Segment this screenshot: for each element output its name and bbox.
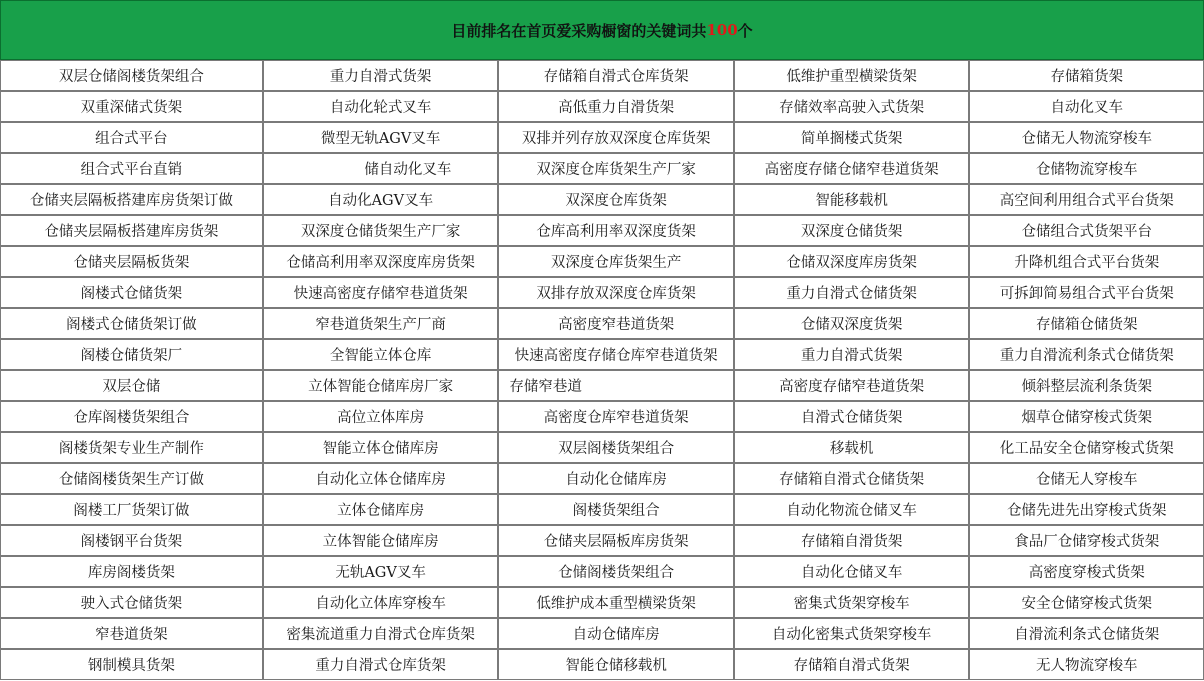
keyword-cell[interactable]: 阁楼工厂货架订做 xyxy=(0,494,263,525)
keyword-cell[interactable]: 自滑流利条式仓储货架 xyxy=(969,618,1204,649)
table-row xyxy=(0,649,1204,680)
keyword-cell[interactable]: 自动仓储库房 xyxy=(498,618,734,649)
table-row xyxy=(0,525,1204,556)
table-row xyxy=(0,184,1204,215)
keyword-cell[interactable]: 仓储物流穿梭车 xyxy=(969,153,1204,184)
keyword-cell[interactable]: 可拆卸简易组合式平台货架 xyxy=(969,277,1204,308)
keyword-cell[interactable]: 自动化物流仓储叉车 xyxy=(734,494,970,525)
keyword-cell[interactable]: 阁楼式仓储货架 xyxy=(0,277,263,308)
keyword-cell[interactable]: 高密度穿梭式货架 xyxy=(969,556,1204,587)
keyword-cell[interactable]: 智能仓储移载机 xyxy=(498,649,734,680)
keyword-cell[interactable]: 仓储阁楼货架生产订做 xyxy=(0,463,263,494)
table-row xyxy=(0,370,1204,401)
table-row xyxy=(0,401,1204,432)
keyword-cell[interactable]: 钢制模具货架 xyxy=(0,649,263,680)
keyword-cell[interactable]: 存储箱自滑式仓储货架 xyxy=(734,463,970,494)
keyword-cell[interactable]: 仓储夹层隔板库房货架 xyxy=(498,525,734,556)
keyword-cell[interactable]: 阁楼式仓储货架订做 xyxy=(0,308,263,339)
keyword-cell[interactable]: 组合式平台直销 xyxy=(0,153,263,184)
keyword-cell[interactable]: 密集式货架穿梭车 xyxy=(734,587,970,618)
keyword-cell[interactable]: 双层仓储阁楼货架组合 xyxy=(0,60,263,91)
keyword-table-body xyxy=(0,60,1204,680)
keyword-cell[interactable]: 双重深储式货架 xyxy=(0,91,263,122)
keyword-cell[interactable]: 存储效率高驶入式货架 xyxy=(734,91,970,122)
table-row xyxy=(0,587,1204,618)
keyword-cell[interactable]: 阁楼货架专业生产制作 xyxy=(0,432,263,463)
keyword-cell[interactable]: 双排并列存放双深度仓库货架 xyxy=(498,122,734,153)
keyword-cell[interactable]: 高位立体库房 xyxy=(263,401,499,432)
keyword-cell[interactable]: 倾斜整层流利条货架 xyxy=(969,370,1204,401)
keyword-cell[interactable]: 高密度仓库窄巷道货架 xyxy=(498,401,734,432)
keyword-cell[interactable]: 高空间利用组合式平台货架 xyxy=(969,184,1204,215)
keyword-cell[interactable]: 仓储阁楼货架组合 xyxy=(498,556,734,587)
keyword-cell[interactable]: 窄巷道货架 xyxy=(0,618,263,649)
table-row xyxy=(0,494,1204,525)
keyword-cell[interactable]: 高低重力自滑货架 xyxy=(498,91,734,122)
keyword-cell[interactable]: 存储箱货架 xyxy=(969,60,1204,91)
keyword-cell[interactable]: 自动化轮式叉车 xyxy=(263,91,499,122)
table-row xyxy=(0,91,1204,122)
keyword-cell[interactable]: 简单搁楼式货架 xyxy=(734,122,970,153)
keyword-cell[interactable]: 低维护成本重型横梁货架 xyxy=(498,587,734,618)
keyword-cell[interactable]: 烟草仓储穿梭式货架 xyxy=(969,401,1204,432)
keyword-cell[interactable]: 仓储夹层隔板搭建库房货架 xyxy=(0,215,263,246)
keyword-cell[interactable]: 双深度仓储货架生产厂家 xyxy=(263,215,499,246)
keyword-cell[interactable]: 高密度存储仓储窄巷道货架 xyxy=(734,153,970,184)
keyword-cell[interactable]: 仓储先进先出穿梭式货架 xyxy=(969,494,1204,525)
keyword-cell[interactable]: 自动化AGV叉车 xyxy=(263,184,499,215)
keyword-cell[interactable]: 快速高密度存储仓库窄巷道货架 xyxy=(498,339,734,370)
keyword-cell[interactable]: 立体智能仓储库房 xyxy=(263,525,499,556)
keyword-cell[interactable]: 高密度窄巷道货架 xyxy=(498,308,734,339)
keyword-cell[interactable]: 自动化叉车 xyxy=(969,91,1204,122)
keyword-cell[interactable]: 仓储组合式货架平台 xyxy=(969,215,1204,246)
table-row xyxy=(0,246,1204,277)
table-row xyxy=(0,556,1204,587)
keyword-cell[interactable]: 微型无轨AGV叉车 xyxy=(263,122,499,153)
keyword-cell[interactable]: 仓储无人物流穿梭车 xyxy=(969,122,1204,153)
keyword-cell[interactable]: 立体仓储库房 xyxy=(263,494,499,525)
page-title xyxy=(0,0,1204,60)
keyword-cell[interactable]: 无轨AGV叉车 xyxy=(263,556,499,587)
keyword-cell[interactable]: 智能移载机 xyxy=(734,184,970,215)
keyword-cell[interactable]: 存储箱自滑货架 xyxy=(734,525,970,556)
keyword-cell[interactable]: 存储箱自滑式仓库货架 xyxy=(498,60,734,91)
keyword-cell[interactable]: 双深度仓库货架生产厂家 xyxy=(498,153,734,184)
keyword-cell[interactable]: 双排存放双深度仓库货架 xyxy=(498,277,734,308)
keyword-cell[interactable]: 食品厂仓储穿梭式货架 xyxy=(969,525,1204,556)
keyword-cell[interactable]: 阁楼货架组合 xyxy=(498,494,734,525)
keyword-cell[interactable]: 自滑式仓储货架 xyxy=(734,401,970,432)
keyword-cell[interactable]: 仓储无人穿梭车 xyxy=(969,463,1204,494)
table-row xyxy=(0,215,1204,246)
table-row xyxy=(0,463,1204,494)
keyword-cell[interactable]: 储自动化叉车 xyxy=(263,153,499,184)
keyword-cell[interactable]: 阁楼仓储货架厂 xyxy=(0,339,263,370)
keyword-cell[interactable]: 组合式平台 xyxy=(0,122,263,153)
keyword-cell[interactable]: 升降机组合式平台货架 xyxy=(969,246,1204,277)
table-row xyxy=(0,339,1204,370)
keyword-count: 100 xyxy=(706,21,738,39)
keyword-cell[interactable]: 立体智能仓储库房厂家 xyxy=(263,370,499,401)
keyword-cell[interactable]: 仓储夹层隔板货架 xyxy=(0,246,263,277)
keyword-cell[interactable]: 存储箱仓储货架 xyxy=(969,308,1204,339)
keyword-cell[interactable]: 移载机 xyxy=(734,432,970,463)
keyword-cell[interactable]: 智能立体仓储库房 xyxy=(263,432,499,463)
title-prefix: 目前排名在首页爱采购橱窗的关键词共 xyxy=(451,21,707,40)
keyword-cell[interactable]: 仓储双深度货架 xyxy=(734,308,970,339)
keyword-cell[interactable]: 仓储双深度库房货架 xyxy=(734,246,970,277)
table-row xyxy=(0,432,1204,463)
table-row xyxy=(0,60,1204,91)
keyword-cell[interactable]: 无人物流穿梭车 xyxy=(969,649,1204,680)
keyword-cell[interactable]: 全智能立体仓库 xyxy=(263,339,499,370)
keyword-cell[interactable]: 重力自滑式货架 xyxy=(263,60,499,91)
keyword-cell[interactable]: 存储窄巷道 xyxy=(498,370,734,401)
keyword-cell[interactable]: 双深度仓库货架生产 xyxy=(498,246,734,277)
keyword-cell[interactable]: 双深度仓库货架 xyxy=(498,184,734,215)
keyword-cell[interactable]: 双层阁楼货架组合 xyxy=(498,432,734,463)
keyword-cell[interactable]: 窄巷道货架生产厂商 xyxy=(263,308,499,339)
keyword-cell[interactable]: 阁楼钢平台货架 xyxy=(0,525,263,556)
keyword-cell[interactable]: 安全仓储穿梭式货架 xyxy=(969,587,1204,618)
keyword-cell[interactable]: 仓库阁楼货架组合 xyxy=(0,401,263,432)
table-row xyxy=(0,308,1204,339)
table-row xyxy=(0,277,1204,308)
table-row xyxy=(0,618,1204,649)
keyword-cell[interactable]: 双层仓储 xyxy=(0,370,263,401)
keyword-table xyxy=(0,60,1204,680)
table-row xyxy=(0,153,1204,184)
keyword-cell[interactable]: 自动化立体库穿梭车 xyxy=(263,587,499,618)
keyword-cell[interactable]: 快速高密度存储窄巷道货架 xyxy=(263,277,499,308)
title-suffix: 个 xyxy=(737,21,753,40)
table-row xyxy=(0,122,1204,153)
keyword-cell[interactable]: 重力自滑式仓库货架 xyxy=(263,649,499,680)
keyword-cell[interactable]: 自动化密集式货架穿梭车 xyxy=(734,618,970,649)
keyword-cell[interactable]: 重力自滑式仓储货架 xyxy=(734,277,970,308)
keyword-cell[interactable]: 仓储高利用率双深度库房货架 xyxy=(263,246,499,277)
keyword-cell[interactable]: 自动化仓储叉车 xyxy=(734,556,970,587)
keyword-cell[interactable]: 自动化仓储库房 xyxy=(498,463,734,494)
keyword-cell[interactable]: 库房阁楼货架 xyxy=(0,556,263,587)
keyword-cell[interactable]: 重力自滑式货架 xyxy=(734,339,970,370)
keyword-cell[interactable]: 驶入式仓储货架 xyxy=(0,587,263,618)
keyword-cell[interactable]: 仓库高利用率双深度货架 xyxy=(498,215,734,246)
keyword-cell[interactable]: 密集流道重力自滑式仓库货架 xyxy=(263,618,499,649)
keyword-cell[interactable]: 化工品安全仓储穿梭式货架 xyxy=(969,432,1204,463)
keyword-cell[interactable]: 双深度仓储货架 xyxy=(734,215,970,246)
keyword-cell[interactable]: 低维护重型横梁货架 xyxy=(734,60,970,91)
keyword-cell[interactable]: 自动化立体仓储库房 xyxy=(263,463,499,494)
keyword-cell[interactable]: 仓储夹层隔板搭建库房货架订做 xyxy=(0,184,263,215)
keyword-cell[interactable]: 存储箱自滑式货架 xyxy=(734,649,970,680)
keyword-cell[interactable]: 高密度存储窄巷道货架 xyxy=(734,370,970,401)
keyword-cell[interactable]: 重力自滑流利条式仓储货架 xyxy=(969,339,1204,370)
